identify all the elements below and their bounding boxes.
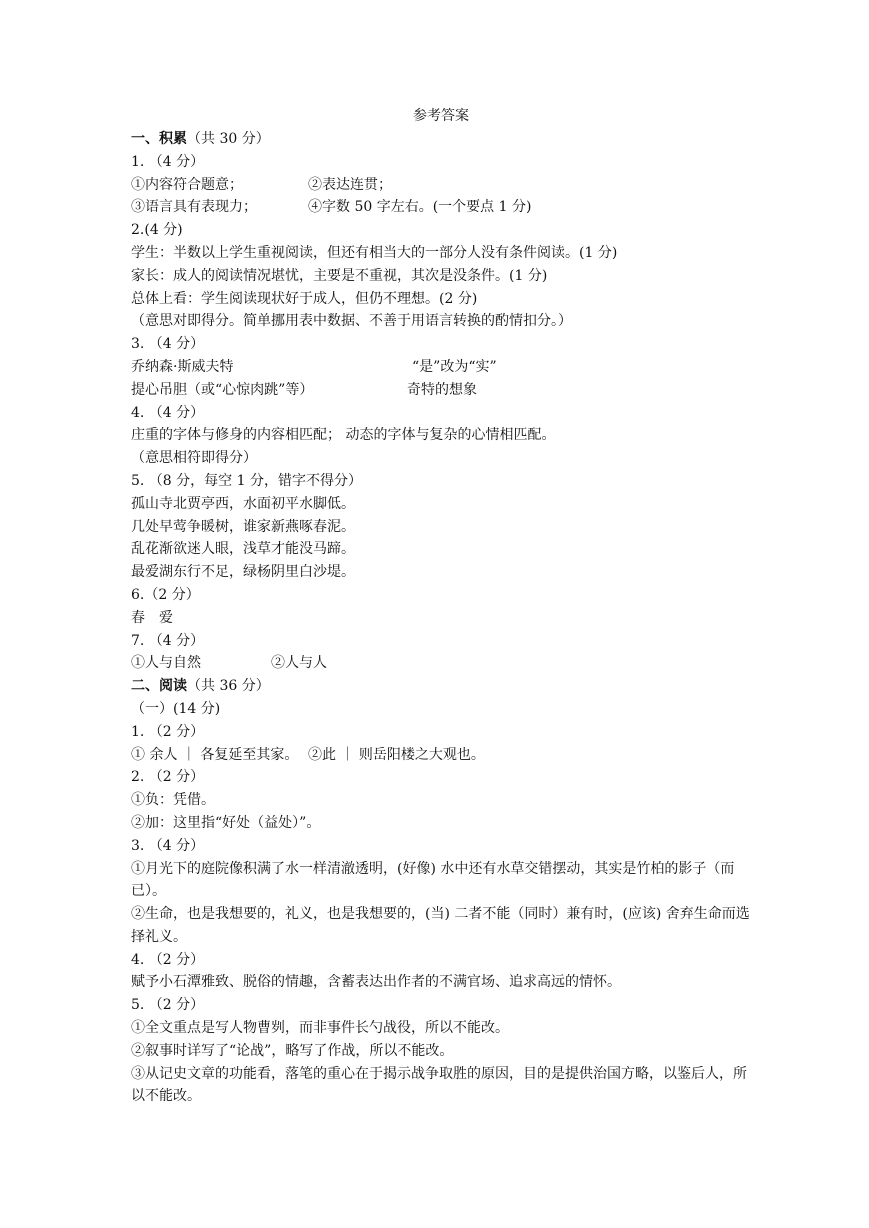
s1-q6-number: 6.（2 分） bbox=[131, 586, 200, 603]
s1-q5-poem-line-1: 孤山寺北贾亭西，水面初平水脚低。 bbox=[131, 495, 355, 512]
s2-q2-line-1: ①负：凭借。 bbox=[131, 792, 215, 809]
s1-q7-answer-a: ①人与自然 bbox=[131, 655, 201, 672]
s2-q5-line-2: ②叙事时详写了“论战”，略写了作战，所以不能改。 bbox=[131, 1042, 454, 1059]
s2-q5-line-1: ①全文重点是写人物曹刿，而非事件长勺战役，所以不能改。 bbox=[131, 1020, 509, 1037]
document-title: 参考答案 bbox=[413, 108, 469, 124]
s1-q3-row-2 bbox=[131, 379, 751, 402]
s2-q3-paragraph-2: ②生命，也是我想要的，礼义，也是我想要的，(当) 二者不能（同时）兼有时，(应该) 舍弃生命而选择礼义。 bbox=[131, 906, 750, 945]
s2-q5-paragraph-3: ③从记史文章的功能看，落笔的重心在于揭示战争取胜的原因，目的是提供治国方略，以鉴后人，所以不能改。 bbox=[131, 1065, 747, 1105]
s2-q2-line-2: ②加：这里指“好处（益处）”。 bbox=[131, 814, 321, 831]
s1-q1-row-2 bbox=[131, 196, 751, 219]
s2-q3-paragraph-1: ①月光下的庭院像积满了水一样清澈透明，(好像) 水中还有水草交错摆动，其实是竹柏的影子（而已）。 bbox=[131, 860, 735, 900]
s2-q1-row-1 bbox=[131, 744, 751, 767]
section-2-subheading: （一）(14 分) bbox=[131, 700, 221, 717]
s1-q5-poem-line-3: 乱花渐欲迷人眼，浅草才能没马蹄。 bbox=[131, 541, 355, 558]
s2-q2-number: 2. （2 分） bbox=[131, 769, 205, 786]
s1-q7-number: 7. （4 分） bbox=[131, 632, 205, 649]
s1-q3-answer-a: 乔纳森·斯威夫特 bbox=[131, 358, 234, 375]
s1-q6-line-1: 春 爱 bbox=[131, 609, 173, 626]
s2-q1-answer-b: ②此 ｜ 则岳阳楼之大观也。 bbox=[308, 746, 485, 763]
section-1-score: （共 30 分） bbox=[187, 131, 270, 147]
s1-q4-line-2: （意思相符即得分） bbox=[131, 450, 257, 467]
s1-q3-answer-c: 提心吊胆（或“心惊肉跳”等） bbox=[131, 381, 314, 398]
s1-q3-number: 3. （4 分） bbox=[131, 336, 205, 353]
s1-q3-answer-b: “是”改为“实” bbox=[412, 358, 497, 375]
s2-q4-line-1: 赋予小石潭雅致、脱俗的情趣，含蓄表达出作者的不满官场、追求高远的情怀。 bbox=[131, 974, 621, 991]
section-1-title: 一、积累 bbox=[131, 131, 187, 147]
s1-q5-poem-line-4: 最爱湖东行不足，绿杨阴里白沙堤。 bbox=[131, 564, 355, 581]
s1-q2-line-3: 总体上看：学生阅读现状好于成人，但仍不理想。(2 分) bbox=[131, 290, 478, 307]
s2-q1-number: 1. （2 分） bbox=[131, 723, 205, 740]
s1-q5-poem-line-2: 几处早莺争暖树，谁家新燕啄春泥。 bbox=[131, 518, 355, 535]
s2-q5-number: 5. （2 分） bbox=[131, 997, 205, 1014]
s1-q7-row-1 bbox=[131, 652, 751, 675]
section-2-title: 二、阅读 bbox=[131, 678, 187, 695]
s1-q2-line-2: 家长：成人的阅读情况堪忧，主要是不重视，其次是没条件。(1 分) bbox=[131, 267, 548, 284]
s1-q2-line-1: 学生：半数以上学生重视阅读，但还有相当大的一部分人没有条件阅读。(1 分) bbox=[131, 244, 618, 261]
s1-q1-point-d: ④字数 50 字左右。(一个要点 1 分) bbox=[308, 199, 532, 216]
s1-q1-row-1 bbox=[131, 174, 751, 197]
s1-q1-number: 1. （4 分） bbox=[131, 153, 205, 170]
s1-q1-point-a: ①内容符合题意； bbox=[131, 176, 243, 193]
section-1-heading bbox=[131, 128, 751, 151]
s1-q5-number: 5. （8 分，每空 1 分，错字不得分） bbox=[131, 472, 362, 489]
s2-q3-number: 3. （4 分） bbox=[131, 837, 205, 854]
section-2-score: （共 36 分） bbox=[187, 678, 270, 695]
s2-q4-number: 4. （2 分） bbox=[131, 951, 205, 968]
s1-q2-number: 2.(4 分) bbox=[131, 222, 183, 239]
s1-q2-line-4: （意思对即得分。简单挪用表中数据、不善于用语言转换的酌情扣分。） bbox=[131, 313, 572, 330]
s1-q3-answer-d: 奇特的想象 bbox=[407, 381, 477, 398]
s1-q1-point-b: ②表达连贯； bbox=[308, 176, 392, 193]
answer-document bbox=[131, 104, 751, 1108]
s1-q1-point-c: ③语言具有表现力； bbox=[131, 199, 257, 216]
s1-q3-row-1 bbox=[131, 356, 751, 379]
section-2-heading bbox=[131, 675, 751, 698]
s2-q1-answer-a: ① 余人 ｜ 各复延至其家。 bbox=[131, 746, 299, 763]
s1-q7-answer-b: ②人与人 bbox=[271, 655, 327, 672]
s1-q4-number: 4. （4 分） bbox=[131, 404, 205, 421]
s1-q4-line-1: 庄重的字体与修身的内容相匹配； 动态的字体与复杂的心情相匹配。 bbox=[131, 427, 556, 444]
